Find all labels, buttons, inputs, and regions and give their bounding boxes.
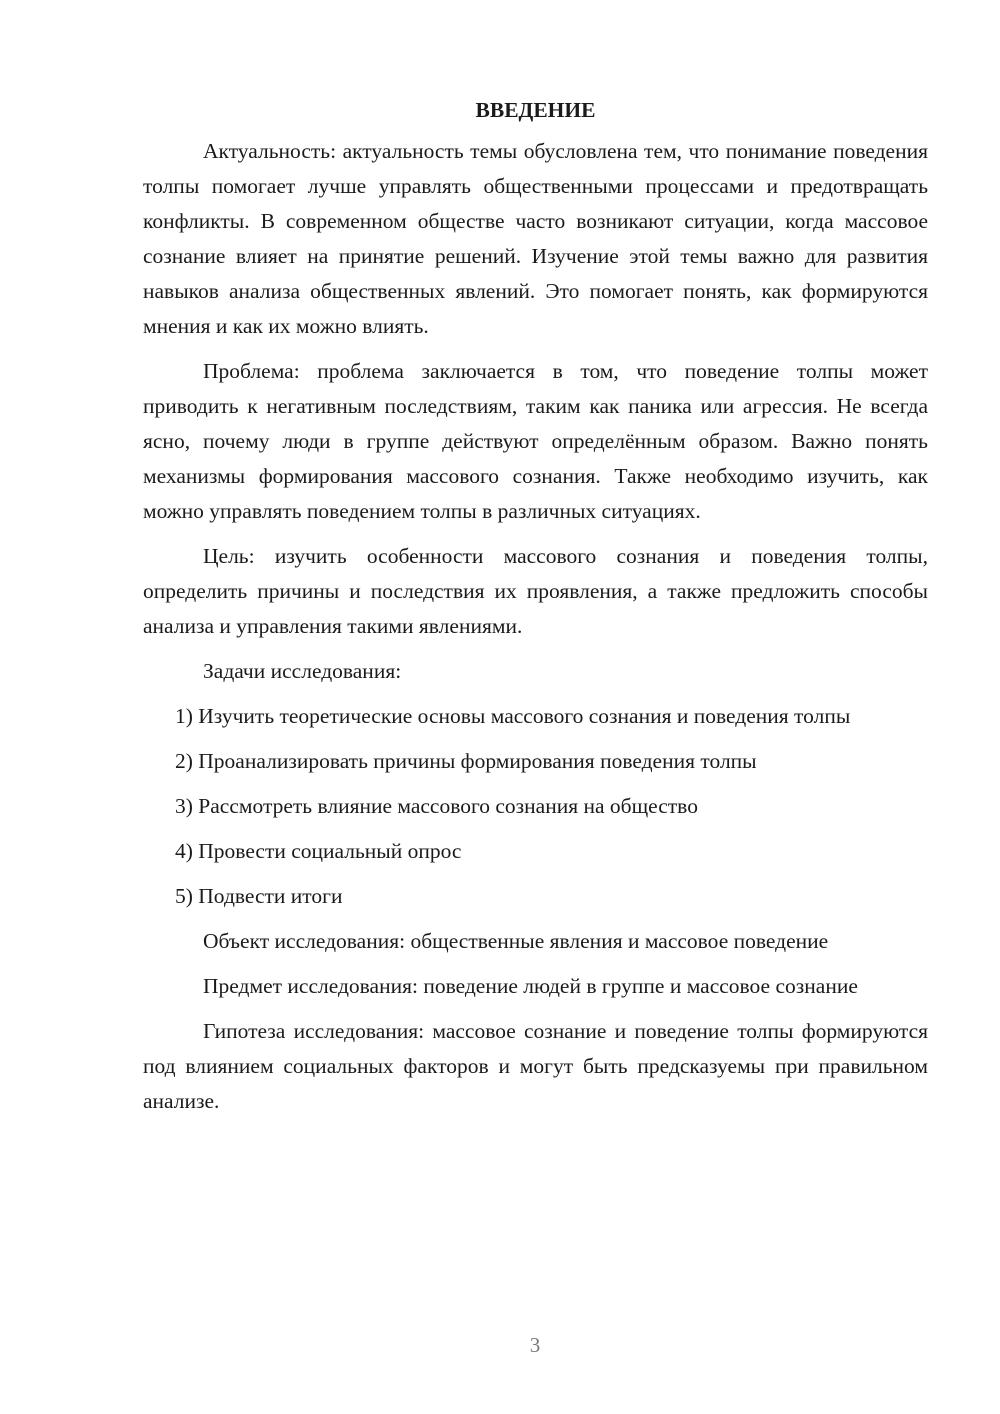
list-item: 5) Подвести итоги	[175, 884, 343, 908]
relevance-paragraph: Актуальность: актуальность темы обусловлена тем, что понимание поведения толпы помогает лучше управлять общественными процессами и предотвращать конфликты. В современном обществе часто возникают ситуации, когда массовое сознание влияет на принятие решений. Изучение этой темы важно для развития навыков анализа общественных явлений. Это помогает понять, как формируются мнения и как их можно влиять.	[143, 139, 928, 338]
list-item: 3) Рассмотреть влияние массового сознания на общество	[175, 794, 698, 818]
list-item: 1) Изучить теоретические основы массового сознания и поведения толпы	[175, 704, 851, 728]
hypothesis-paragraph: Гипотеза исследования: массовое сознание и поведение толпы формируются под влиянием социальных факторов и могут быть предсказуемы при правильном анализе.	[143, 1019, 928, 1113]
subject-paragraph: Предмет исследования: поведение людей в группе и массовое сознание	[203, 974, 858, 998]
document-title: ВВЕДЕНИЕ	[475, 98, 596, 122]
object-paragraph: Объект исследования: общественные явления и массовое поведение	[203, 929, 829, 953]
list-item: 2) Проанализировать причины формирования поведения толпы	[175, 749, 757, 773]
list-item: 4) Провести социальный опрос	[175, 839, 462, 863]
tasks-heading: Задачи исследования:	[203, 659, 402, 683]
page-number: 3	[529, 1333, 541, 1357]
goal-paragraph: Цель: изучить особенности массового сознания и поведения толпы, определить причины и последствия их проявления, а также предложить способы анализа и управления такими явлениями.	[143, 544, 928, 638]
document-page	[143, 92, 928, 1129]
tasks-list	[143, 699, 928, 914]
problem-paragraph: Проблема: проблема заключается в том, что поведение толпы может приводить к негативным последствиям, таким как паника или агрессия. Не всегда ясно, почему люди в группе действуют определённым образом. Важно понять механизмы формирования массового сознания. Также необходимо изучить, как можно управлять поведением толпы в различных ситуациях.	[143, 359, 928, 523]
